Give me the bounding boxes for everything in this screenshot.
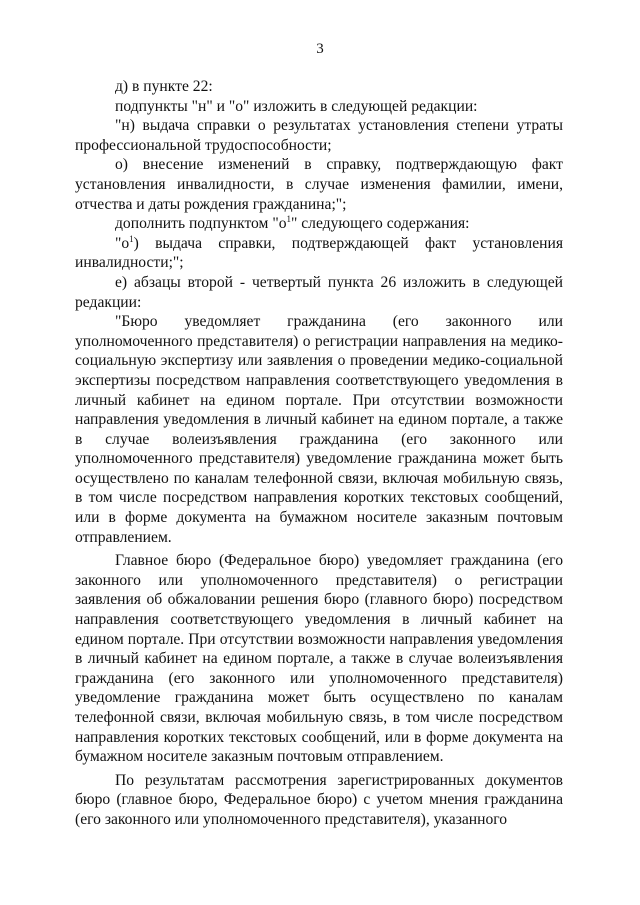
paragraph-subpoint-n: "н) выдача справки о результатах установления степени утраты профессиональной трудоспособности;: [75, 117, 563, 154]
paragraph-main-bureau-notice: Главное бюро (Федеральное бюро) уведомляет гражданина (его законного или уполномоченного представителя) о регистрации заявления об обжаловании решения бюро (главного бюро) посредством направления соответствующего уведомления в личный кабинет на едином портале. При отсутствии возможности направления уведомления в личный кабинет на едином портале, а также в случае волеизъявления гражданина (его законного или уполномоченного представителя) уведомление гражданина может быть осуществлено по каналам телефонной связи, включая мобильную связь, в том числе посредством направления коротких текстовых сообщений, или в форме документа на бумажном носителе заказным почтовым отправлением.: [75, 552, 563, 766]
superscript: 1: [286, 214, 291, 225]
paragraph-add-subpoint-o1: [75, 214, 563, 234]
paragraph-subpoint-o1: [75, 234, 563, 273]
paragraph-bureau-notice: "Бюро уведомляет гражданина (его законного или уполномоченного представителя) о регистрации направления на медико-социальную экспертизу или заявления о проведении медико-социальной экспертизы посредством направления соответствующего уведомления в личный кабинет на едином портале. При отсутствии возможности направления уведомления в личный кабинет на едином портале, а также в случае волеизъявления гражданина (его законного или уполномоченного представителя) уведомление гражданина может быть осуществлено по каналам телефонной связи, включая мобильную связь, в том числе посредством направления коротких текстовых сообщений, или в форме документа на бумажном носителе заказным почтовым отправлением.: [75, 313, 563, 546]
paragraph-subpoint-o: о) внесение изменений в справку, подтверждающую факт установления инвалидности, в случае изменения фамилии, имени, отчества и даты рождения гражданина;";: [75, 156, 563, 213]
text-segment: ) выдача справки, подтверждающей факт установления инвалидности;";: [75, 234, 563, 272]
paragraph-item-e: е) абзацы второй - четвертый пункта 26 изложить в следующей редакции:: [75, 273, 563, 311]
superscript: 1: [129, 233, 134, 244]
text-segment: дополнить подпунктом "о: [115, 215, 287, 233]
paragraph-item-d: д) в пункте 22:: [115, 78, 213, 95]
page-number: 3: [316, 41, 324, 57]
text-segment: "о: [115, 234, 130, 252]
text-segment: " следующего содержания:: [291, 215, 470, 233]
document-body: [75, 77, 563, 830]
paragraph-subpoints-n-o: подпункты "н" и "о" изложить в следующей редакции:: [115, 97, 478, 115]
paragraph-review-results: По результатам рассмотрения зарегистрированных документов бюро (главное бюро, Федеральное бюро) с учетом мнения гражданина (его законного или уполномоченного представителя), указанного: [75, 771, 563, 828]
